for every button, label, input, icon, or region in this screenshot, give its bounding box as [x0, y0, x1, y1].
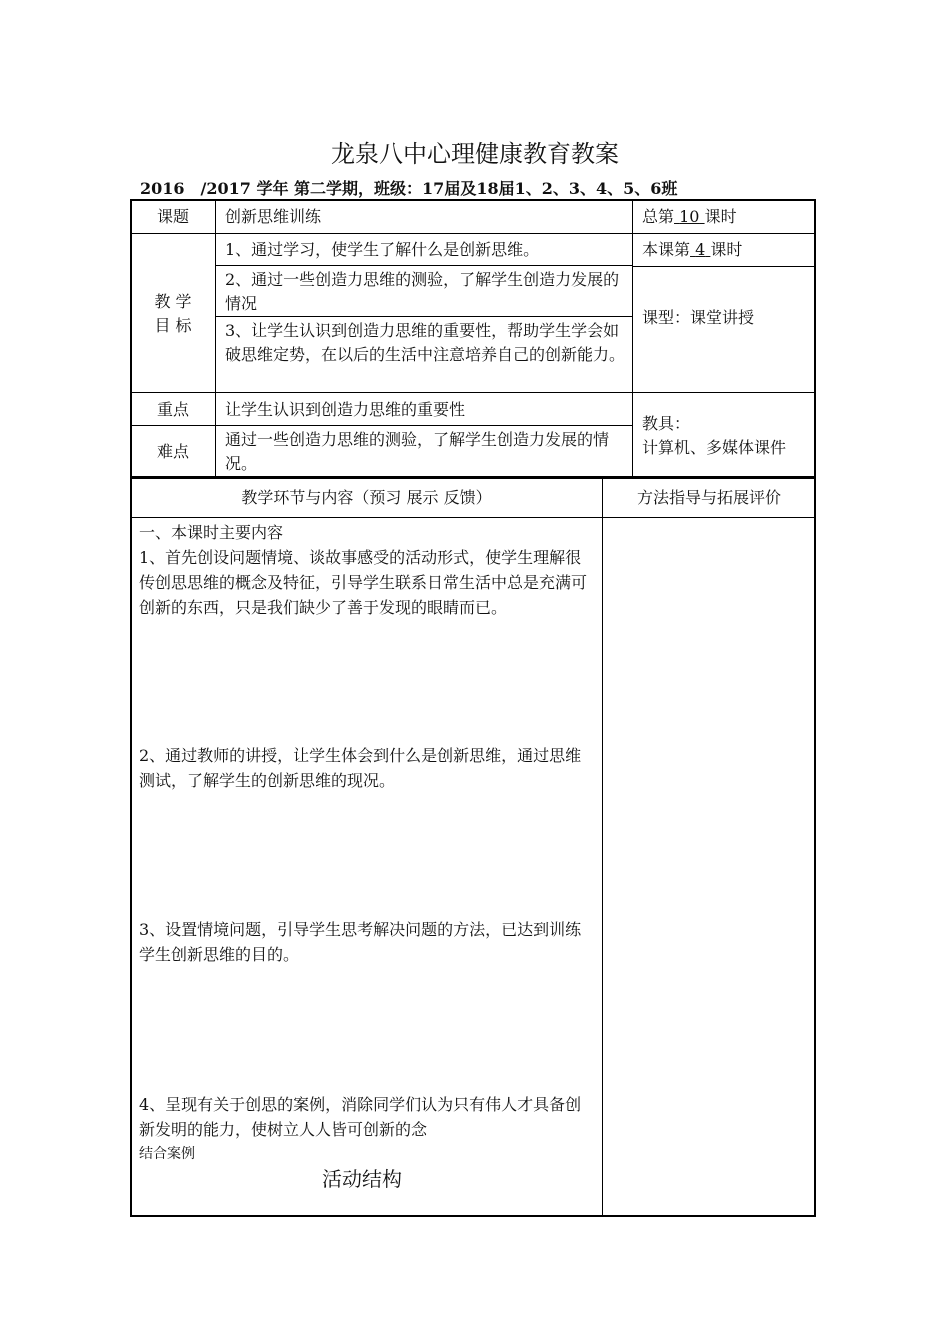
objective-1: 1、通过学习，使学生了解什么是创新思维。: [225, 240, 540, 259]
topic-value: 创新思维训练: [225, 207, 322, 226]
key-point: 让学生认识到创造力思维的重要性: [225, 400, 466, 419]
activity-title: 活动结构: [322, 1167, 402, 1191]
case-note: 结合案例: [139, 1146, 195, 1162]
total-suffix: 课时: [704, 207, 737, 226]
content-header-divider: [131, 517, 815, 518]
content-left-header: 教学环节与内容（预习 展示 反馈）: [241, 488, 492, 507]
content-column-divider: [602, 478, 603, 1216]
row-divider-current-lesson: [632, 266, 815, 267]
row-divider-topic: [131, 233, 815, 234]
total-prefix: 总第: [642, 207, 675, 226]
current-prefix: 本课第: [642, 240, 691, 259]
row-divider-keypoint: [131, 425, 632, 426]
content-right-header: 方法指导与拓展评价: [636, 488, 781, 507]
label-column-divider: [215, 200, 216, 476]
content-item-3: 3、设置情境问题，引导学生思考解决问题的方法，已达到训练学生创新思维的目的。: [139, 920, 582, 964]
topic-label: 课题: [156, 207, 189, 226]
difficulty-label: 难点: [156, 442, 189, 461]
row-divider-objectives: [131, 392, 815, 393]
objectives-label-1: 教 学: [154, 292, 192, 311]
tools-label: 教具：: [642, 414, 691, 433]
content-item-4: 4、呈现有关于创思的案例，消除同学们认为只有伟人才具备创新发明的能力，使树立人人皆可创新的念: [139, 1095, 582, 1139]
objective-2: 2、通过一些创造力思维的测验，了解学生创造力发展的情况: [225, 270, 620, 313]
current-lesson: [642, 238, 742, 262]
key-point-label: 重点: [156, 400, 189, 419]
content-item-2: 2、通过教师的讲授，让学生体会到什么是创新思维，通过思维测试，了解学生的创新思维的现况。: [139, 746, 582, 790]
current-suffix: 课时: [710, 240, 743, 259]
difficulty: 通过一些创造力思维的测验，了解学生创造力发展的情况。: [225, 430, 610, 473]
semester-class-line: 2016 /2017 学年 第二学期，班级：17届及18届1、2、3、4、5、6班: [140, 179, 678, 198]
row-divider-obj2: [215, 316, 632, 317]
objective-3: 3、让学生认识到创造力思维的重要性，帮助学生学会如破思维定势，在以后的生活中注意培养自己的创新能力。: [225, 321, 626, 364]
total-num: 10: [679, 207, 700, 226]
right-column-divider: [632, 200, 633, 476]
tools: 计算机、多媒体课件: [642, 438, 787, 457]
lesson-type: 课型：课堂讲授: [642, 308, 755, 327]
total-lessons: [642, 205, 737, 229]
content-item-1: 1、首先创设问题情境、谈故事感受的活动形式，使学生理解很传创思思维的概念及特征，引导学生联系日常生活中总是充满可创新的东西，只是我们缺少了善于发现的眼睛而已。: [139, 548, 588, 617]
section-title: 一、本课时主要内容: [139, 523, 284, 542]
page-title: 龙泉八中心理健康教育教案: [331, 140, 619, 168]
row-divider-obj1: [215, 265, 632, 266]
objectives-label-2: 目 标: [154, 316, 192, 335]
current-num: 4: [695, 240, 706, 259]
